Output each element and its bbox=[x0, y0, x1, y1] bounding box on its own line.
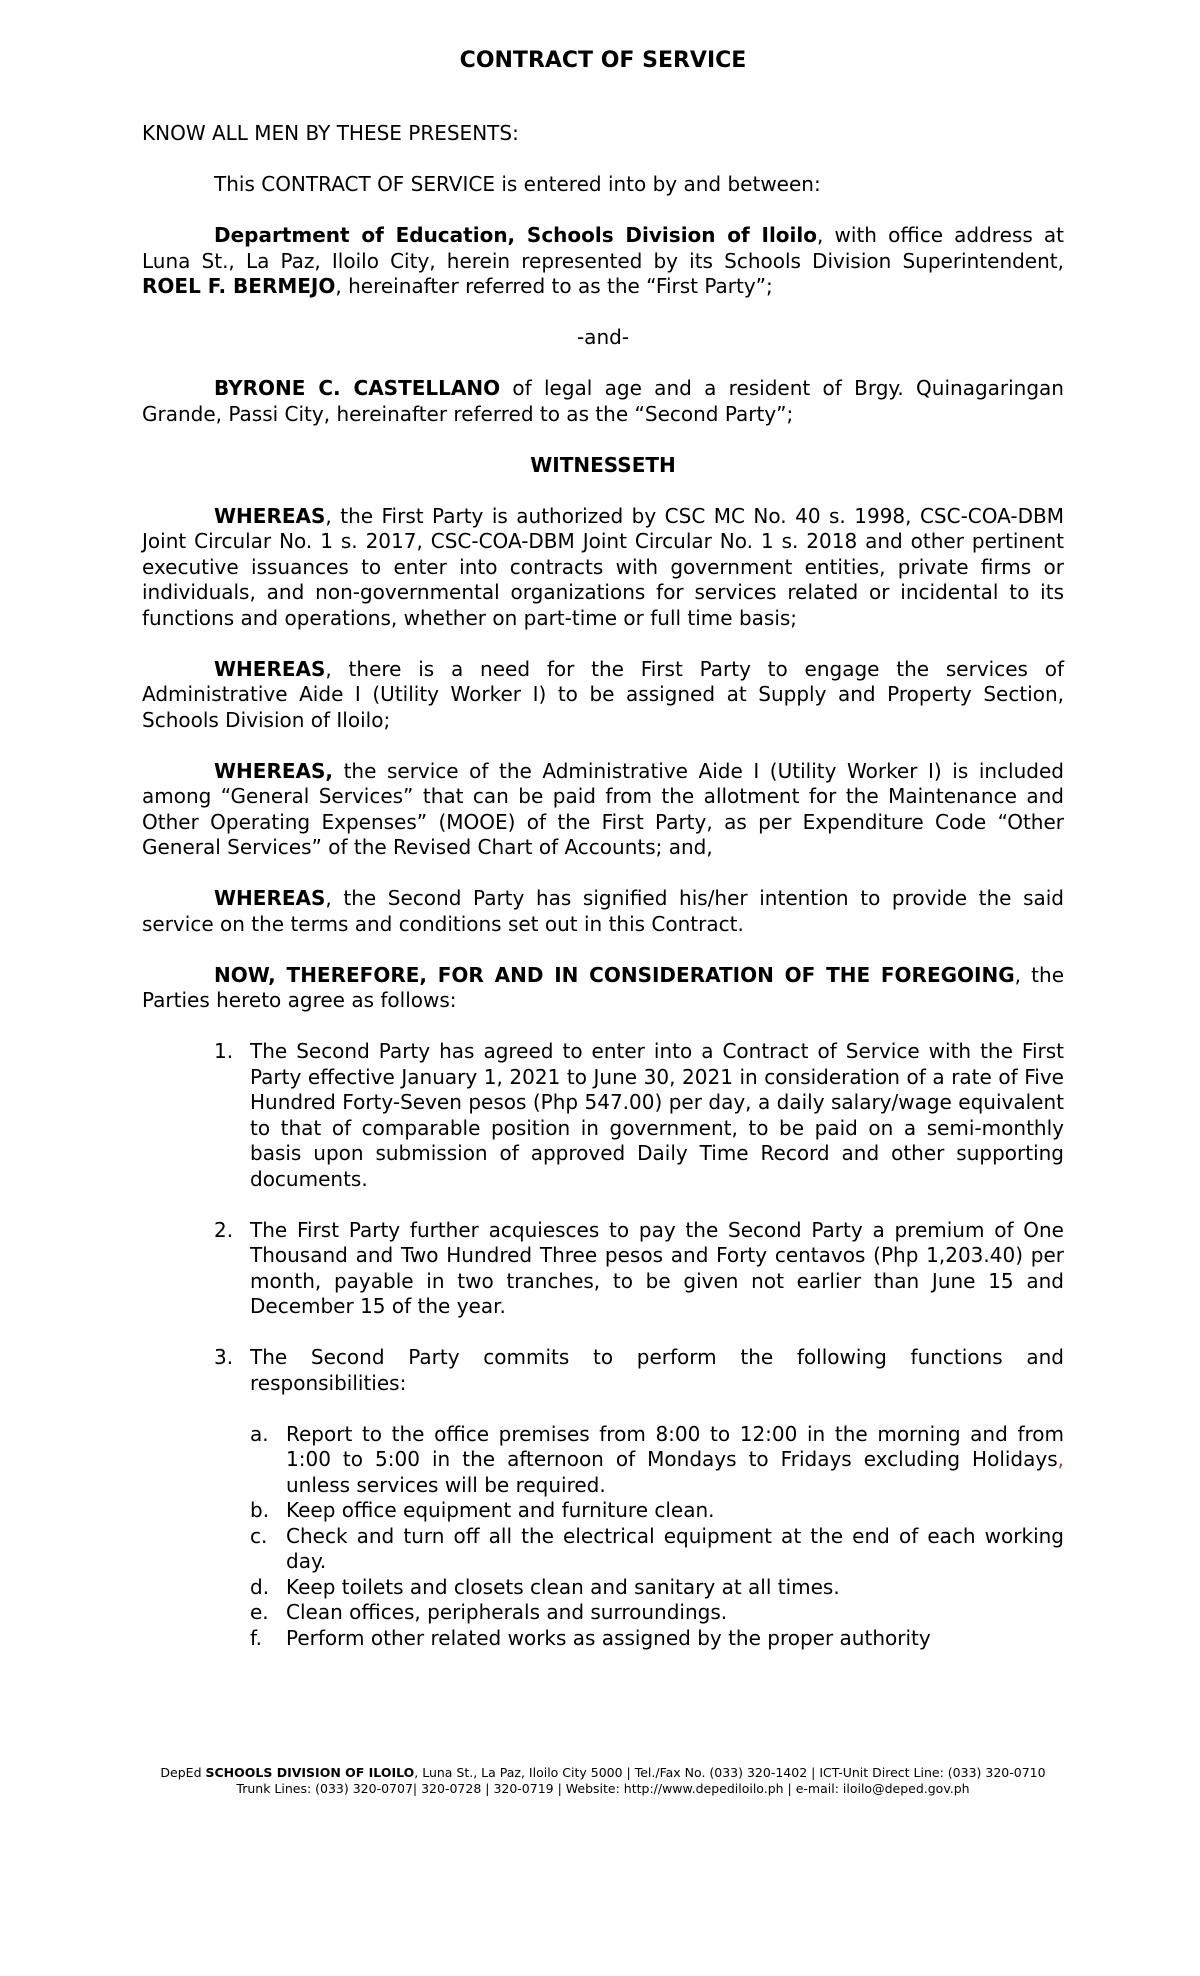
first-party-text-2: , hereinafter referred to as the “First Party”; bbox=[335, 274, 773, 298]
item-letter: c. bbox=[250, 1523, 268, 1548]
item-text: Clean offices, peripherals and surroundings. bbox=[286, 1600, 728, 1624]
first-party-representative: ROEL F. BERMEJO bbox=[142, 274, 336, 298]
whereas-text: , the First Party is authorized by CSC MC No. 40 s. 1998, CSC-COA-DBM Joint Circular No. 1 s. 2017, CSC-COA-DBM Joint Circular No. 1 s. 2018 and other pertinent executive issuances to enter into contracts with government entities, private firms or individuals, and non-governmental organizations for services related or incidental to its functions and operations, whether on part-time or full time basis; bbox=[142, 503, 1064, 630]
item-number: 1. bbox=[214, 1039, 234, 1063]
second-party-text: of legal age and a resident of Brgy. Quinagaringan Grande, Passi City, hereinafter referred to as the “Second Party”; bbox=[142, 376, 1064, 426]
witnesseth-heading bbox=[142, 453, 1064, 479]
whereas-paragraph bbox=[142, 657, 1064, 734]
item-text: The Second Party has agreed to enter into a Contract of Service with the First Party effective January 1, 2021 to June 30, 2021 in consideration of a rate of Five Hundred Forty-Seven pesos (Php 547.00) per day, a daily salary/wage equivalent to that of comparable position in government, to be paid on a semi-monthly basis upon submission of approved Daily Time Record and other supporting documents. bbox=[250, 1039, 1064, 1191]
second-party-paragraph bbox=[142, 376, 1064, 427]
whereas-text: , there is a need for the First Party to engage the services of Administrative Aide I (Utility Worker I) to be assigned at Supply and Property Section, Schools Division of Iloilo; bbox=[142, 656, 1064, 732]
item-text: Keep toilets and closets clean and sanitary at all times. bbox=[286, 1574, 840, 1599]
now-therefore-lead: NOW, THEREFORE, FOR AND IN CONSIDERATION OF THE FOREGOING bbox=[214, 962, 1015, 987]
list-item bbox=[142, 1422, 1064, 1499]
and-separator: -and- bbox=[576, 325, 630, 349]
list-item bbox=[142, 1575, 1064, 1601]
list-item bbox=[142, 1345, 1064, 1396]
list-item bbox=[142, 1600, 1064, 1626]
whereas-text: the service of the Administrative Aide I (Utility Worker I) is included among “General Services” that can be paid from the allotment for the Maintenance and Other Operating Expenses” (MOOE) of the First Party, as per Expenditure Code “Other General Services” of the Revised Chart of Accounts; and, bbox=[142, 758, 1064, 859]
item-text bbox=[286, 1422, 1064, 1499]
document-title: CONTRACT OF SERVICE bbox=[459, 48, 747, 73]
item-text: The Second Party commits to perform the following functions and responsibilities: bbox=[250, 1345, 1064, 1395]
whereas-text: , the Second Party has signified his/her intention to provide the said service on the terms and conditions set out in this Contract. bbox=[142, 886, 1064, 936]
item-letter: e. bbox=[250, 1600, 269, 1624]
footer-line-2: Trunk Lines: (033) 320-0707| 320-0728 | 320-0719 | Website: http://www.depediloilo.ph | e-mail: iloilo@deped.gov.ph bbox=[236, 1781, 970, 1796]
item-letter: a. bbox=[250, 1421, 269, 1446]
list-item bbox=[142, 1626, 1064, 1652]
item-text: Check and turn off all the electrical equipment at the end of each working day. bbox=[286, 1523, 1064, 1573]
opening-line: KNOW ALL MEN BY THESE PRESENTS: bbox=[142, 121, 519, 145]
item-text: Keep office equipment and furniture clean. bbox=[286, 1498, 715, 1522]
now-therefore-paragraph bbox=[142, 963, 1064, 1014]
item-text-part: Report to the office premises from 8:00 to 12:00 in the morning and from 1:00 to 5:00 in the afternoon of Mondays to Fridays excluding Holidays bbox=[286, 1421, 1064, 1471]
whereas-lead: WHEREAS bbox=[214, 886, 326, 910]
item-comma: , bbox=[1057, 1447, 1064, 1471]
item-text-part: unless services will be required. bbox=[286, 1472, 606, 1497]
first-party-paragraph bbox=[142, 223, 1064, 300]
item-text: The First Party further acquiesces to pay the Second Party a premium of One Thousand and Two Hundred Three pesos and Forty centavos (Php 1,203.40) per month, payable in two tranches, to be given not earlier than June 15 and December 15 of the year. bbox=[250, 1217, 1064, 1318]
first-party-name: Department of Education, Schools Division of Iloilo bbox=[214, 223, 817, 247]
terms-list bbox=[142, 1039, 1064, 1396]
contract-page bbox=[142, 48, 1064, 1651]
now-therefore-text: , the Parties hereto agree as follows: bbox=[142, 962, 1064, 1012]
item-letter: f. bbox=[250, 1625, 262, 1650]
list-item bbox=[142, 1524, 1064, 1575]
whereas-paragraph bbox=[142, 504, 1064, 632]
footer-line-1 bbox=[142, 1765, 1064, 1781]
responsibilities-list bbox=[142, 1422, 1064, 1652]
list-item bbox=[142, 1039, 1064, 1192]
item-letter: d. bbox=[250, 1574, 270, 1599]
intro-paragraph: This CONTRACT OF SERVICE is entered into by and between: bbox=[214, 172, 821, 196]
list-item bbox=[142, 1498, 1064, 1524]
whereas-lead: WHEREAS, bbox=[214, 758, 334, 783]
whereas-paragraph bbox=[142, 886, 1064, 937]
item-text: Perform other related works as assigned by the proper authority bbox=[286, 1625, 931, 1650]
first-party-text-1: , with office address at Luna St., La Paz, Iloilo City, herein represented by its Schools Division Superintendent, bbox=[142, 223, 1065, 273]
whereas-lead: WHEREAS bbox=[214, 503, 326, 528]
page-footer bbox=[142, 1765, 1064, 1797]
item-number: 2. bbox=[214, 1217, 234, 1242]
whereas-lead: WHEREAS bbox=[214, 656, 326, 681]
footer-prefix: DepEd bbox=[160, 1765, 206, 1780]
item-letter: b. bbox=[250, 1498, 270, 1522]
witnesseth-text: WITNESSETH bbox=[530, 452, 676, 477]
whereas-paragraph bbox=[142, 759, 1064, 861]
second-party-name: BYRONE C. CASTELLANO bbox=[214, 376, 501, 400]
item-number: 3. bbox=[214, 1345, 234, 1369]
footer-org: SCHOOLS DIVISION OF ILOILO bbox=[205, 1765, 415, 1780]
footer-address: , Luna St., La Paz, Iloilo City 5000 | Tel./Fax No. (033) 320-1402 | ICT-Unit Direct Line: (033) 320-0710 bbox=[414, 1765, 1046, 1780]
list-item bbox=[142, 1218, 1064, 1320]
